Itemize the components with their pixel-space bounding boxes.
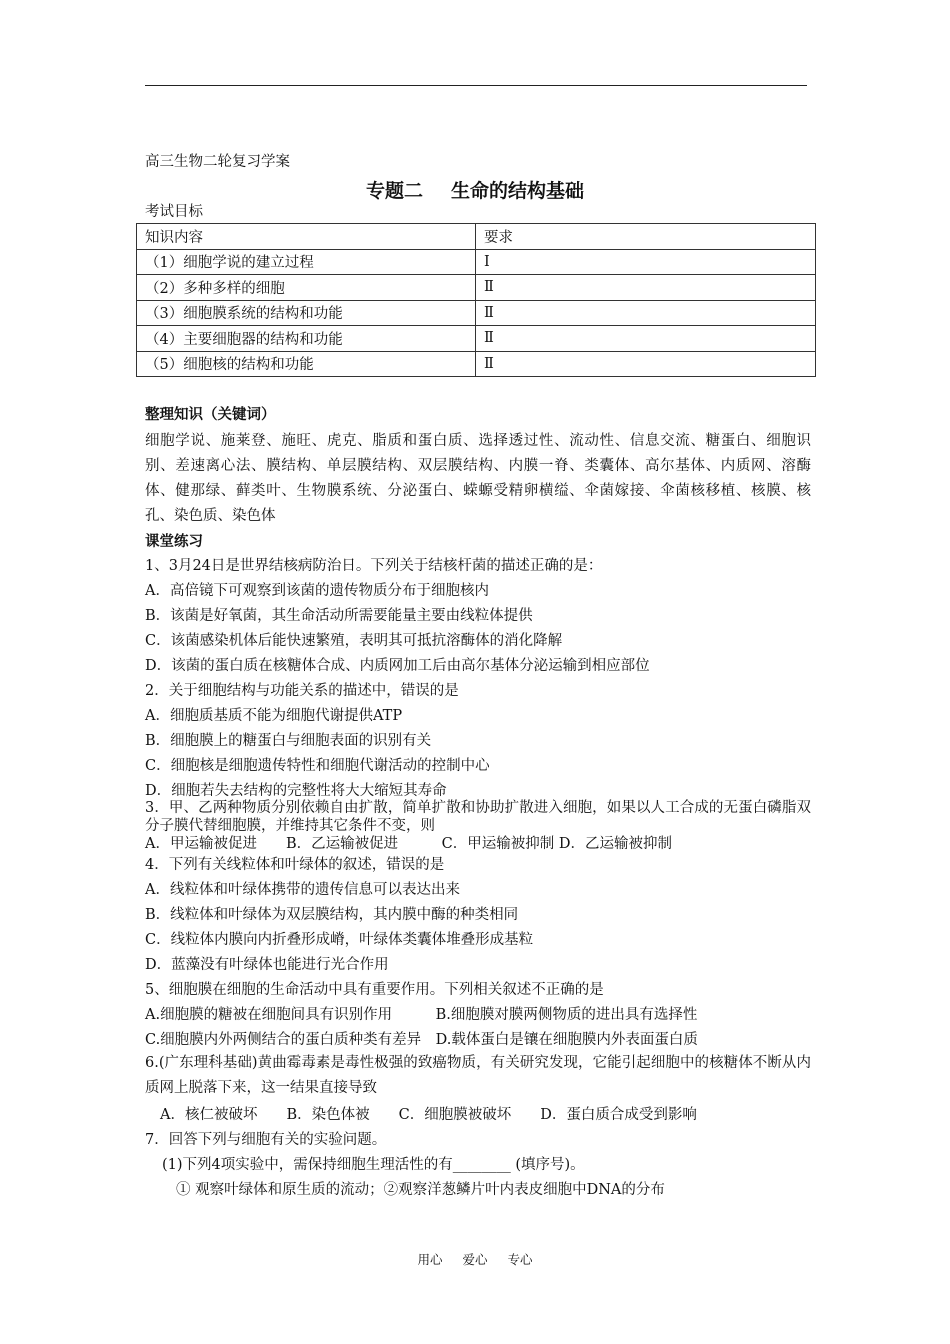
question-line: A．线粒体和叶绿体携带的遗传信息可以表达出来 — [145, 882, 460, 898]
topic-name: 生命的结构基础 — [451, 180, 585, 202]
table-cell: （4）主要细胞器的结构和功能 — [137, 326, 476, 352]
table-cell: Ⅱ — [476, 300, 816, 326]
footer-word: 专心 — [507, 1252, 533, 1267]
footer-word: 爱心 — [462, 1252, 488, 1267]
exam-goals-table — [136, 223, 816, 377]
question-6-text: 6.(广东理科基础)黄曲霉毒素是毒性极强的致癌物质，有关研究发现，它能引起细胞中的核糖体不断从内质网上脱落下来，这一结果直接导致 — [145, 1055, 811, 1096]
keywords-heading: 整理知识（关键词） — [145, 407, 276, 423]
column-header: 要求 — [476, 224, 816, 250]
question-line: C.细胞膜内外两侧结合的蛋白质种类有差异 D.载体蛋白是镶在细胞膜内外表面蛋白质 — [145, 1032, 698, 1048]
question-line: C．细胞核是细胞遗传特性和细胞代谢活动的控制中心 — [145, 758, 490, 774]
practice-heading: 课堂练习 — [145, 534, 203, 550]
table-row — [137, 249, 816, 275]
question-3-text: 3．甲、乙两种物质分别依赖自由扩散，简单扩散和协助扩散进入细胞，如果以人工合成的无蛋白磷脂双分子膜代替细胞膜，并维持其它条件不变，则 — [145, 800, 811, 834]
question-7-part-1: (1)下列4项实验中，需保持细胞生理活性的有________ (填序号)。 — [162, 1157, 585, 1173]
question-line: D．蓝藻没有叶绿体也能进行光合作用 — [145, 957, 389, 973]
question-line: 2．关于细胞结构与功能关系的描述中，错误的是 — [145, 683, 459, 699]
table-header-row — [137, 224, 816, 250]
question-line: A.细胞膜的糖被在细胞间具有识别作用 B.细胞膜对膜两侧物质的进出具有选择性 — [145, 1007, 698, 1023]
question-line: B．该菌是好氧菌，其生命活动所需要能量主要由线粒体提供 — [145, 608, 533, 624]
table-cell: （3）细胞膜系统的结构和功能 — [137, 300, 476, 326]
question-line: B．线粒体和叶绿体为双层膜结构，其内膜中酶的种类相同 — [145, 907, 519, 923]
question-line: A．高倍镜下可观察到该菌的遗传物质分布于细胞核内 — [145, 583, 489, 599]
table-row — [137, 300, 816, 326]
column-header: 知识内容 — [137, 224, 476, 250]
keywords-text: 细胞学说、施莱登、施旺、虎克、脂质和蛋白质、选择透过性、流动性、信息交流、糖蛋白、细胞识别、差速离心法、膜结构、单层膜结构、双层膜结构、内膜一脊、类囊体、高尔基体、内质网、溶酶体、健那绿、藓类叶、生物膜系统、分泌蛋白、蝾螈受精卵横缢、伞菌嫁接、伞菌核移植、核膜、核孔、染色质、染色体 — [145, 433, 811, 524]
table-cell: Ⅱ — [476, 326, 816, 352]
page-title — [0, 176, 950, 203]
table-row — [137, 351, 816, 377]
subject-heading: 高三生物二轮复习学案 — [145, 154, 290, 170]
question-line: 4．下列有关线粒体和叶绿体的叙述，错误的是 — [145, 857, 445, 873]
header-rule — [145, 85, 807, 86]
question-line: B．细胞膜上的糖蛋白与细胞表面的识别有关 — [145, 733, 432, 749]
question-line: C．线粒体内膜向内折叠形成嵴，叶绿体类囊体堆叠形成基粒 — [145, 932, 534, 948]
table-cell: （5）细胞核的结构和功能 — [137, 351, 476, 377]
question-line: 5、细胞膜在细胞的生命活动中具有重要作用。下列相关叙述不正确的是 — [145, 982, 604, 998]
question-3-options: A．甲运输被促进 B．乙运输被促进 C．甲运输被抑制 D．乙运输被抑制 — [145, 836, 672, 852]
exam-goals-label: 考试目标 — [145, 204, 203, 220]
table-cell: Ⅱ — [476, 275, 816, 301]
table-cell: （1）细胞学说的建立过程 — [137, 249, 476, 275]
question-line: A．细胞质基质不能为细胞代谢提供ATP — [145, 708, 403, 724]
question-line: D．细胞若失去结构的完整性将大大缩短其寿命 — [145, 783, 447, 799]
table-cell: Ⅰ — [476, 249, 816, 275]
question-line: 1、3月24日是世界结核病防治日。下列关于结核杆菌的描述正确的是： — [145, 558, 603, 574]
table-row — [137, 275, 816, 301]
footer-word: 用心 — [417, 1252, 443, 1267]
table-cell: （2）多种多样的细胞 — [137, 275, 476, 301]
table-row — [137, 326, 816, 352]
question-line: D．该菌的蛋白质在核糖体合成、内质网加工后由高尔基体分泌运输到相应部位 — [145, 658, 650, 674]
table-cell: Ⅱ — [476, 351, 816, 377]
page-footer — [0, 1250, 950, 1268]
question-7-items: ① 观察叶绿体和原生质的流动；②观察洋葱鳞片叶内表皮细胞中DNA的分布 — [176, 1182, 665, 1198]
question-line: C．该菌感染机体后能快速繁殖，表明其可抵抗溶酶体的消化降解 — [145, 633, 563, 649]
question-6-options: A．核仁被破坏 B．染色体被 C．细胞膜被破坏 D．蛋白质合成受到影响 — [160, 1107, 697, 1123]
topic-label: 专题二 — [365, 180, 423, 202]
question-7: 7．回答下列与细胞有关的实验问题。 — [145, 1132, 387, 1148]
